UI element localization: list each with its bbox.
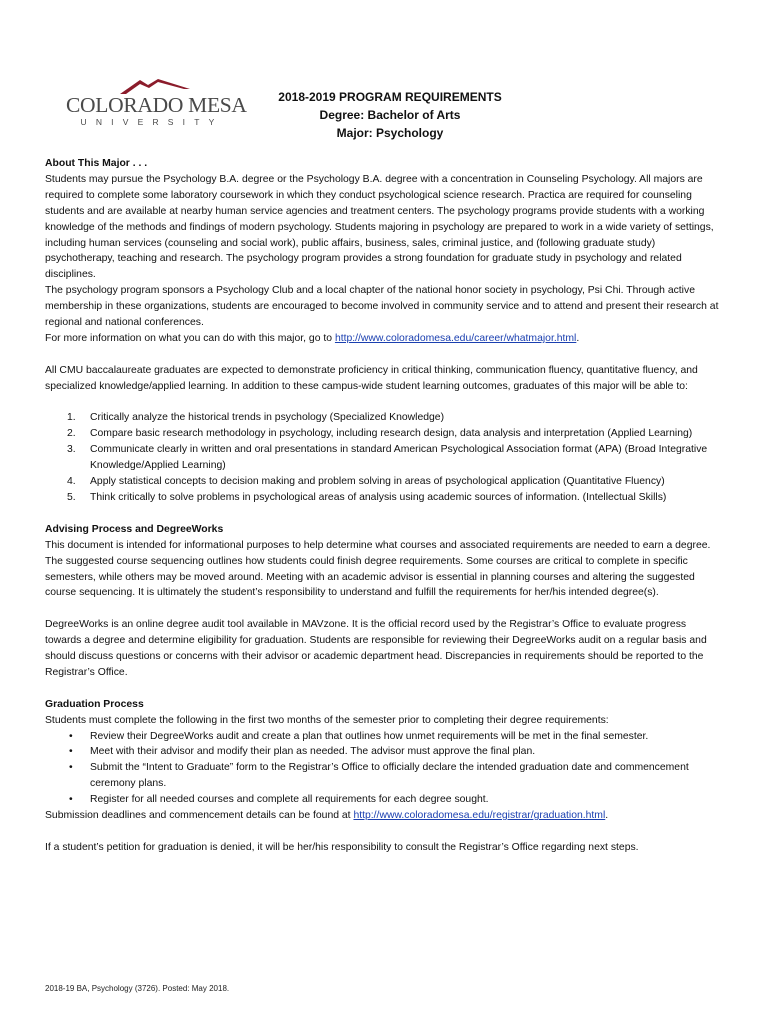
outcome-text: Communicate clearly in written and oral presentations in standard American Psychological Association format (APA) (Broad Integrative Knowledge/Applied Learning): [90, 444, 708, 472]
spacer: [45, 601, 725, 617]
bullet-icon: •: [69, 746, 73, 758]
spacer: [45, 681, 725, 697]
page-footer: 2018-19 BA, Psychology (3726). Posted: May 2018.: [45, 984, 230, 993]
deadlines-line: [45, 808, 725, 824]
spacer: [45, 347, 725, 363]
more-info-line: [45, 331, 725, 347]
outcome-number: 1.: [67, 412, 76, 424]
bullet-icon: •: [69, 794, 73, 806]
logo-name: COLORADO MESA: [66, 93, 247, 117]
more-info-text: For more information on what you can do with this major, go to: [45, 332, 335, 344]
outcome-item: [45, 474, 725, 490]
more-info-end: .: [576, 332, 580, 344]
spacer: [45, 506, 725, 522]
graduation-item: [45, 744, 725, 760]
graduation-item-text: Review their DegreeWorks audit and create a plan that outlines how unmet requirements will be met in the final semester.: [90, 730, 649, 742]
bullet-icon: •: [69, 762, 73, 774]
graduation-item-text: Submit the “Intent to Graduate” form to the Registrar’s Office to officially declare the intended graduation date and commencement ceremony plans.: [90, 762, 689, 790]
whatmajor-link[interactable]: http://www.coloradomesa.edu/career/whatmajor.html: [334, 332, 577, 344]
degree-line: Degree: Bachelor of Arts: [319, 108, 461, 122]
graduation-list: [45, 729, 725, 809]
outcome-item: [45, 490, 725, 506]
graduation-item: [45, 792, 725, 808]
advising-heading: Advising Process and DegreeWorks: [45, 523, 224, 535]
psych-club-paragraph: The psychology program sponsors a Psychology Club and a local chapter of the national honor society in psychology, Psi Chi. Through active membership in these organizations, students are encouraged to become involved in community service and to attend and present their research at regional and national conferences.: [45, 285, 719, 329]
deadlines-text: Submission deadlines and commencement details can be found at: [45, 810, 354, 822]
graduation-heading: Graduation Process: [45, 698, 144, 710]
outcomes-intro: All CMU baccalaureate graduates are expected to demonstrate proficiency in critical thinking, communication fluency, quantitative fluency, and specialized knowledge/applied learning. In addition to these campus-wide student learning outcomes, graduates of this major will be able to:: [45, 364, 698, 392]
graduation-item-text: Meet with their advisor and modify their plan as needed. The advisor must approve the final plan.: [90, 746, 536, 758]
outcome-item: [45, 442, 725, 474]
outcome-text: Apply statistical concepts to decision making and problem solving in areas of psychological application (Quantitative Fluency): [90, 476, 665, 488]
graduation-link[interactable]: http://www.coloradomesa.edu/registrar/graduation.html: [353, 810, 606, 822]
denied-paragraph: If a student’s petition for graduation is denied, it will be her/his responsibility to consult the Registrar’s Office regarding next steps.: [45, 841, 639, 853]
logo-subtitle: UNIVERSITY: [80, 117, 224, 127]
advising-paragraph: This document is intended for informational purposes to help determine what courses and associated requirements are needed to earn a degree. The suggested course sequencing outlines how students could finish degree requirements. Some courses are critical to complete in specific semesters, while others may be moved around. Meeting with an academic advisor is essential in planning courses and altering the suggested course sequencing. It is ultimately the student’s responsibility to understand and fulfill the requirements for her/his intended degree(s).: [45, 539, 711, 599]
outcomes-list: [45, 410, 725, 505]
outcome-item: [45, 410, 725, 426]
graduation-item-text: Register for all needed courses and complete all requirements for each degree sought.: [90, 794, 489, 806]
graduation-intro: Students must complete the following in the first two months of the semester prior to completing their degree requirements:: [45, 714, 609, 726]
degreeworks-paragraph: DegreeWorks is an online degree audit tool available in MAVzone. It is the official record used by the Registrar’s Office to evaluate progress towards a degree and determine eligibility for graduation. Students are responsible for reviewing their DegreeWorks audit on a regular basis and should discuss questions or concerns with their advisor or academic department head. Discrepancies in requirements should be reported to the Registrar’s Office.: [45, 619, 707, 678]
outcome-text: Think critically to solve problems in psychological areas of analysis using academic sources of information. (Intellectual Skills): [90, 492, 667, 503]
outcome-item: [45, 426, 725, 442]
outcome-number: 3.: [67, 444, 76, 456]
document-body: [45, 156, 725, 856]
spacer: [45, 395, 725, 411]
program-header: [230, 88, 550, 142]
graduation-item: [45, 760, 725, 792]
major-line: Major: Psychology: [336, 126, 444, 140]
outcome-number: 2.: [67, 428, 76, 440]
graduation-item: [45, 729, 725, 745]
outcome-text: Compare basic research methodology in psychology, including research design, data analysis and interpretation (Applied Learning): [90, 428, 693, 440]
spacer: [45, 824, 725, 840]
university-logo: [66, 76, 247, 132]
deadlines-end: .: [605, 810, 609, 822]
about-paragraph: Students may pursue the Psychology B.A. degree or the Psychology B.A. degree with a concentration in Counseling Psychology. All majors are required to complete some laboratory coursework in which they conduct psychological science research. Practica are required for counseling students and are available at nearby human service agencies and treatment centers. The psychology programs provide students with a working knowledge of the methods and findings of modern psychology. Students majoring in psychology are prepared to work in a wide variety of settings, including human services (counseling and social work), public affairs, business, sales, criminal justice, and (following graduate study) psychotherapy, teaching and research. The psychology program provides a strong foundation for graduate study in psychology and related disciplines.: [45, 173, 714, 281]
outcome-text: Critically analyze the historical trends in psychology (Specialized Knowledge): [90, 412, 445, 424]
outcome-number: 4.: [67, 476, 76, 488]
about-heading: About This Major . . .: [45, 158, 148, 169]
program-title: 2018-2019 PROGRAM REQUIREMENTS: [278, 90, 502, 104]
outcome-number: 5.: [67, 492, 76, 503]
bullet-icon: •: [69, 730, 73, 742]
